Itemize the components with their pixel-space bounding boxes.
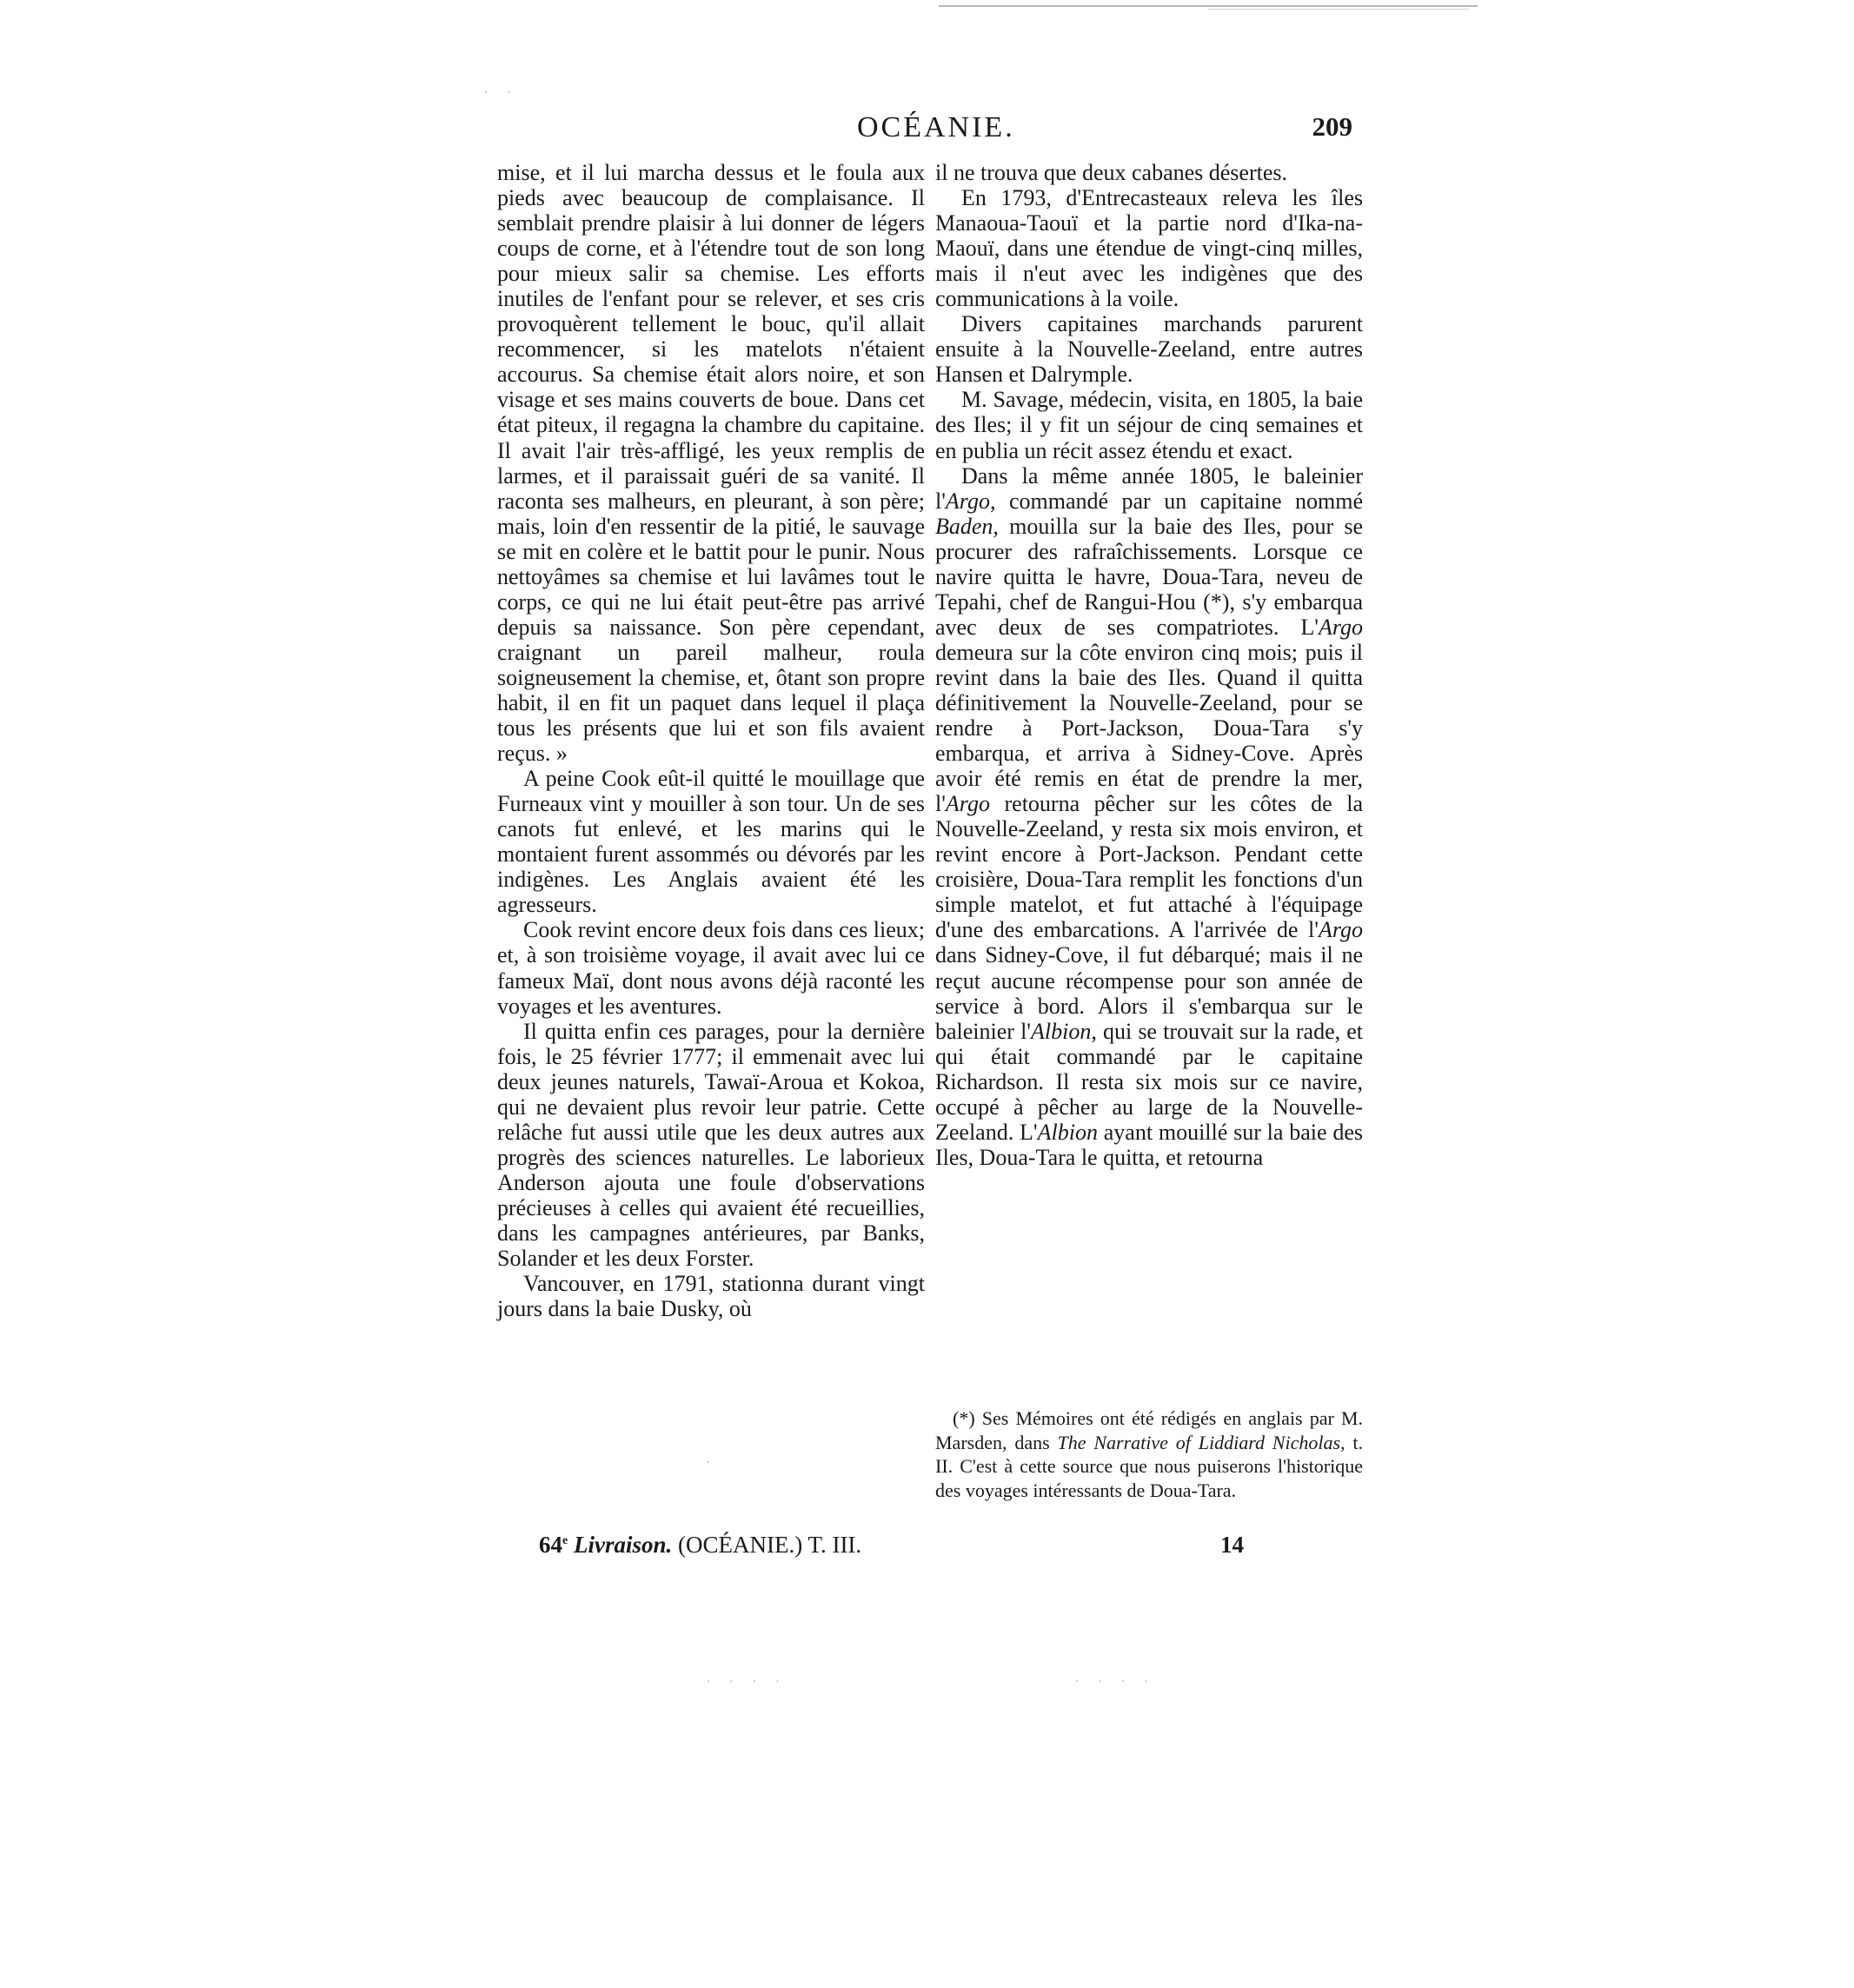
text-run: l' — [1308, 917, 1319, 943]
ship-name: Albion — [1031, 1018, 1092, 1044]
paragraph: Cook revint encore deux fois dans ces lieux; et, à son troisième voyage, il avait avec lui ce fameux Maï, dont nous avons déjà raconté les voyages et les aventures. — [497, 917, 925, 1019]
page-header — [497, 111, 1363, 146]
paragraph: Vancouver, en 1791, stationna durant vingt jours dans la baie Dusky, où — [497, 1271, 925, 1322]
scan-speck: · · · · — [706, 1672, 787, 1690]
text-run: t. II. C'est à cette source que nous puiserons l'historique des voyages intéressants de Doua-Tara. — [935, 1431, 1363, 1501]
paragraph: Divers capitaines marchands parurent ensuite à la Nouvelle-Zeeland, entre autres Hansen et Dalrymple. — [935, 311, 1363, 388]
superscript-mark: e — [562, 1534, 568, 1547]
ship-name: Argo — [1318, 917, 1363, 943]
paragraph: il ne trouva que deux cabanes désertes. — [935, 160, 1288, 185]
text-run: , qui se trouvait sur la rade, et qui était commandé par le capitaine Richardson. Il resta six mois sur ce navire, occupé à pêcher au large de la Nouvelle-Zeeland. — [935, 1018, 1363, 1145]
text-column-left — [497, 160, 925, 1321]
footnote — [935, 1406, 1363, 1502]
text-run: L' — [1300, 614, 1319, 640]
paragraph: En 1793, d'Entrecasteaux releva les îles Manaoua-Taouï et la partie nord d'Ika-na-Maouï, dans une étendue de vingt-cinq milles, mais il n'eut avec les indigènes que des communications à la voile. — [935, 185, 1363, 312]
book-title: The Narrative of Liddiard Nicholas, — [1057, 1431, 1346, 1453]
volume-label: (OCÉANIE.) T. III. — [677, 1532, 862, 1558]
text-run: l' — [935, 791, 946, 817]
text-run: L' — [1020, 1119, 1038, 1145]
text-run: ayant mouillé sur la baie des Iles, Doua-Tara le quitta, et retourna — [935, 1119, 1363, 1170]
text-run: Dans la même année 1805, le baleinier — [961, 462, 1363, 489]
text-column-right — [935, 160, 1363, 1170]
livraison-number: 64 — [539, 1532, 562, 1558]
ship-name: Argo — [945, 488, 990, 514]
running-title: OCÉANIE. — [857, 111, 1015, 143]
text-run: retourna pêcher sur les côtes de la Nouvelle-Zeeland, y resta six mois environ, et revint encore à Port-Jackson. Pendant cette croisière, Doua-Tara remplit les fonctions d'un simple matelot, et fut attaché à l'équipage d'une des embarcations. A l'arrivée de — [935, 791, 1363, 943]
scan-edge-line — [1208, 9, 1469, 10]
paragraph — [935, 463, 1363, 1170]
paragraph: mise, et il lui marcha dessus et le foula aux pieds avec beaucoup de complaisance. Il semblait prendre plaisir à lui donner de légers coups de corne, et à l'étendre tout de son long pour mieux salir sa chemise. Les efforts inutiles de l'enfant pour se relever, et ses cris provoquèrent tellement le bouc, qu'il allait recommencer, si les matelots n'étaient accourus. Sa chemise était alors noire, et son visage et ses mains couverts de boue. Dans cet état piteux, il regagna la chambre du capitaine. Il avait l'air très-affligé, les yeux remplis de larmes, et il paraissait guéri de sa vanité. Il raconta ses malheurs, en pleurant, à son père; mais, loin d'en ressentir de la pitié, le sauvage se mit en colère et le battit pour le punir. Nous nettoyâmes sa chemise et lui lavâmes tout le corps, ce qui ne lui était peut-être pas arrivé depuis sa naissance. Son père cependant, craignant un pareil malheur, roula soigneusement la chemise, et, ôtant son propre habit, il en fit un paquet dans lequel il plaça tous les présents que lui et son fils avaient reçus. » — [497, 160, 925, 767]
text-run: (*) Ses Mémoires ont été rédigés en anglais par M. Marsden, dans — [935, 1407, 1363, 1453]
page-number: 209 — [1312, 111, 1352, 142]
scan-speck: · · — [483, 83, 519, 101]
ship-name: Argo — [1318, 614, 1363, 640]
text-run: , commandé par un capitaine nommé — [989, 488, 1363, 514]
scan-edge-line — [939, 5, 1478, 7]
captain-name: Baden, — [935, 513, 999, 539]
text-run: l' — [935, 488, 946, 514]
paragraph: A peine Cook eût-il quitté le mouillage que Furneaux vint y mouiller à son tour. Un de ses canots fut enlevé, et les marins qui le montaient furent assommés ou dévorés par les indigènes. Les Anglais avaient été les agresseurs. — [497, 766, 925, 918]
paragraph: Il quitta enfin ces parages, pour la dernière fois, le 25 février 1777; il emmenait avec lui deux jeunes naturels, Tawaï-Aroua et Kokoa, qui ne devaient plus revoir leur patrie. Cette relâche fut aussi utile que les deux autres aux progrès des sciences naturelles. Le laborieux Anderson ajouta une foule d'observations précieuses à celles qui avaient été recueillies, dans les campagnes antérieures, par Banks, Solander et les deux Forster. — [497, 1018, 925, 1272]
paragraph: M. Savage, médecin, visita, en 1805, la baie des Iles; il y fit un séjour de cinq semaines et en publia un récit assez étendu et exact. — [935, 387, 1363, 463]
scan-speck: · · · · — [1074, 1672, 1156, 1690]
text-run: l' — [1020, 1018, 1031, 1044]
text-run: mouilla sur la baie des Iles, pour se procurer des rafraîchissements. Lorsque ce navire quitta le havre, Doua-Tara, neveu de Tepahi, chef de Rangui-Hou (*), s'y embarqua avec deux de ses compatriotes. — [935, 513, 1363, 640]
ship-name: Albion — [1037, 1119, 1098, 1145]
signature-mark: 14 — [1220, 1532, 1244, 1558]
text-run: dans Sidney-Cove, il fut débarqué; mais il ne reçut aucune récompense pour son année de service à bord. Alors il s'embarqua sur le baleinier — [935, 942, 1363, 1044]
scan-speck: · — [706, 1453, 718, 1471]
livraison-signature — [539, 1532, 861, 1559]
ship-name: Argo — [945, 791, 990, 817]
text-run: demeura sur la côte environ cinq mois; puis il revint dans la baie des Iles. Quand il quitta définitivement la Nouvelle-Zeeland, pour se rendre à Port-Jackson, Doua-Tara s'y embarqua, et arriva à Sidney-Cove. Après avoir été remis en état de prendre la mer, — [935, 639, 1363, 792]
livraison-label: Livraison. — [573, 1532, 673, 1558]
